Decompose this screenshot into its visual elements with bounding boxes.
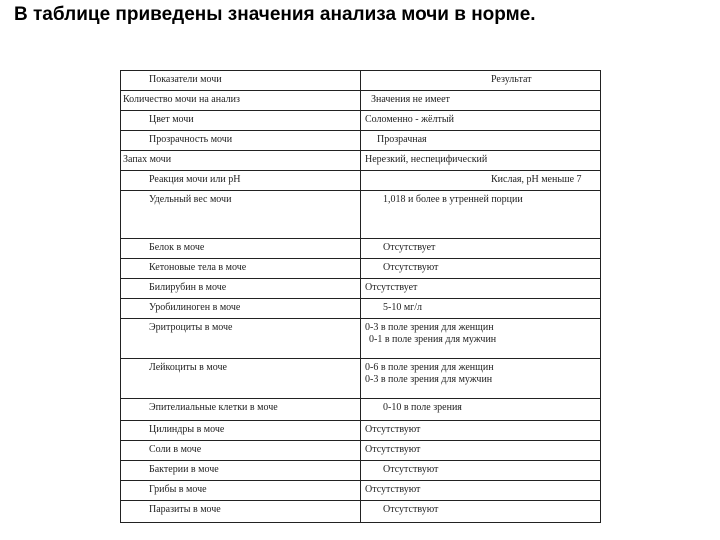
parameter-cell: Соли в моче (121, 441, 361, 461)
result-line: Отсутствуют (365, 424, 421, 435)
result-line: Кислая, pH меньше 7 (491, 174, 582, 185)
result-line: Отсутствуют (383, 464, 439, 475)
parameter-cell: Уробилиноген в моче (121, 299, 361, 319)
parameter-cell: Кетоновые тела в моче (121, 259, 361, 279)
parameter-cell: Эпителиальные клетки в моче (121, 399, 361, 421)
table-row (121, 259, 601, 279)
result-cell (361, 461, 601, 481)
result-cell (361, 319, 601, 359)
parameter-cell: Паразиты в моче (121, 501, 361, 523)
result-line: 1,018 и более в утренней порции (383, 194, 523, 205)
result-line: 0-10 в поле зрения (383, 402, 462, 413)
urine-analysis-table (120, 70, 601, 523)
result-cell (361, 91, 601, 111)
parameter-cell: Реакция мочи или pH (121, 171, 361, 191)
result-cell (361, 171, 601, 191)
result-line: Отсутствуют (383, 504, 439, 515)
table-row (121, 461, 601, 481)
parameter-cell: Билирубин в моче (121, 279, 361, 299)
result-line: Отсутствуют (383, 262, 439, 273)
parameter-cell: Количество мочи на анализ (121, 91, 361, 111)
result-cell (361, 359, 601, 399)
parameter-cell: Бактерии в моче (121, 461, 361, 481)
header-result: Результат (361, 71, 601, 91)
table-row (121, 279, 601, 299)
table-row (121, 399, 601, 421)
table-header-row (121, 71, 601, 91)
result-line: 5-10 мг/л (383, 302, 423, 313)
result-cell (361, 259, 601, 279)
table-row (121, 421, 601, 441)
result-line: Значения не имеет (371, 94, 450, 105)
parameter-cell: Удельный вес мочи (121, 191, 361, 239)
parameter-cell: Прозрачность мочи (121, 131, 361, 151)
result-line: Отсутствуют (365, 484, 421, 495)
result-cell (361, 151, 601, 171)
result-line: Нерезкий, неспецифический (365, 154, 488, 165)
result-line: 0-3 в поле зрения для женщин (365, 322, 494, 333)
table-row (121, 151, 601, 171)
parameter-cell: Запах мочи (121, 151, 361, 171)
result-line: 0-1 в поле зрения для мужчин (369, 334, 497, 345)
table-row (121, 501, 601, 523)
header-parameter: Показатели мочи (121, 71, 361, 91)
table-row (121, 299, 601, 319)
result-line: 0-6 в поле зрения для женщин (365, 362, 494, 373)
result-line: Прозрачная (377, 134, 427, 145)
result-line: Отсутствуют (365, 444, 421, 455)
result-cell (361, 501, 601, 523)
table-row (121, 319, 601, 359)
result-cell (361, 191, 601, 239)
table-row (121, 441, 601, 461)
parameter-cell: Лейкоциты в моче (121, 359, 361, 399)
parameter-cell: Белок в моче (121, 239, 361, 259)
result-line: Отсутствует (365, 282, 418, 293)
result-cell (361, 131, 601, 151)
table-row (121, 359, 601, 399)
result-cell (361, 299, 601, 319)
result-cell (361, 421, 601, 441)
table-row (121, 171, 601, 191)
result-line: Соломенно - жёлтый (365, 114, 454, 125)
page-title: В таблице приведены значения анализа мочи в норме. (14, 4, 536, 25)
table-row (121, 239, 601, 259)
parameter-cell: Цвет мочи (121, 111, 361, 131)
result-line: Отсутствует (383, 242, 436, 253)
table-row (121, 481, 601, 501)
result-cell (361, 239, 601, 259)
result-cell (361, 441, 601, 461)
result-cell (361, 481, 601, 501)
result-cell (361, 279, 601, 299)
table-row (121, 91, 601, 111)
parameter-cell: Грибы в моче (121, 481, 361, 501)
result-cell (361, 399, 601, 421)
result-cell (361, 111, 601, 131)
result-line: 0-3 в поле зрения для мужчин (365, 374, 493, 385)
table-row (121, 131, 601, 151)
parameter-cell: Эритроциты в моче (121, 319, 361, 359)
table-row (121, 111, 601, 131)
table-row (121, 191, 601, 239)
parameter-cell: Цилиндры в моче (121, 421, 361, 441)
